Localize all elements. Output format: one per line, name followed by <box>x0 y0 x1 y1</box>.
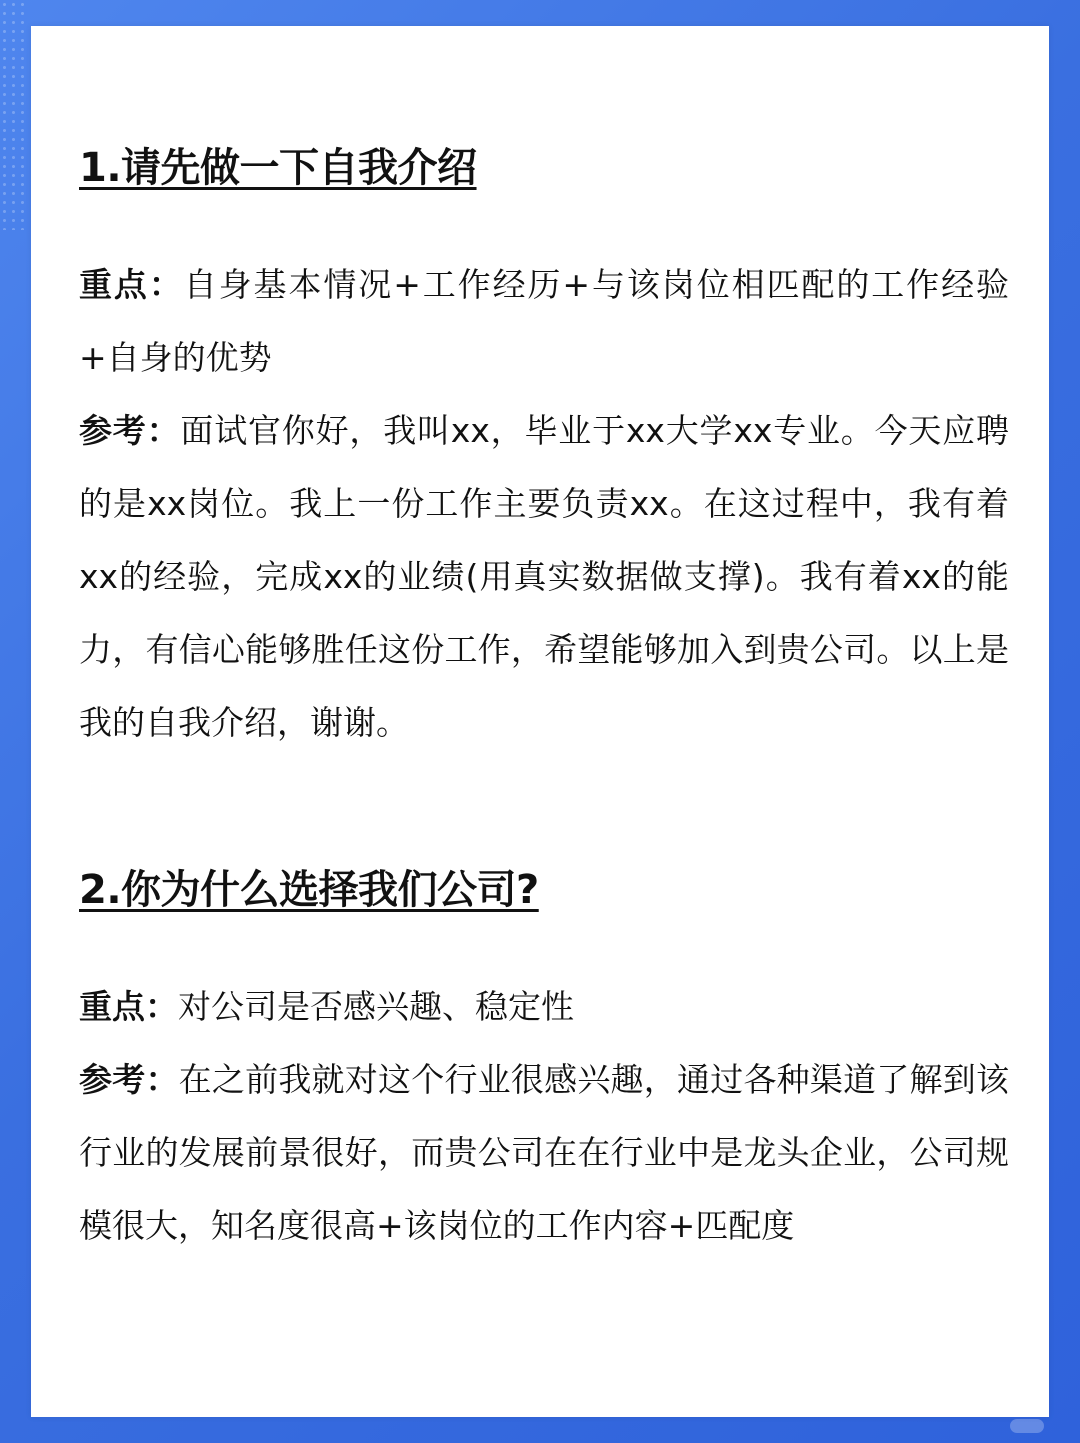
section1-heading: 1.请先做一下自我介绍 <box>79 145 477 191</box>
section2-ref-label: 参考： <box>79 1060 179 1099</box>
section2-focus <box>79 970 1009 1043</box>
content-card <box>31 26 1049 1417</box>
section1-focus <box>79 248 1009 394</box>
section1-focus-label: 重点： <box>79 265 184 304</box>
background-dot-pattern <box>0 0 30 230</box>
section2-ref-text: 在之前我就对这个行业很感兴趣，通过各种渠道了解到该行业的发展前景很好，而贵公司在在行业中是龙头企业，公司规模很大，知名度很高+该岗位的工作内容+匹配度 <box>79 1060 1010 1245</box>
section1-ref-label: 参考： <box>79 411 181 450</box>
section2-focus-label: 重点： <box>79 987 178 1026</box>
section1-ref-text: 面试官你好，我叫xx，毕业于xx大学xx专业。今天应聘的是xx岗位。我上一份工作主要负责xx。在这过程中，我有着xx的经验，完成xx的业绩(用真实数据做支撑)。我有着xx的能力，有信心能够胜任这份工作，希望能够加入到贵公司。以上是我的自我介绍，谢谢。 <box>79 411 1009 742</box>
section1-reference <box>79 394 1009 759</box>
section1-focus-text: 自身基本情况+工作经历+与该岗位相匹配的工作经验+自身的优势 <box>79 265 1009 377</box>
watermark-logo <box>1010 1419 1044 1433</box>
section2-heading: 2.你为什么选择我们公司? <box>79 867 539 913</box>
section2-reference <box>79 1043 1009 1262</box>
section2-focus-text: 对公司是否感兴趣、稳定性 <box>178 987 574 1026</box>
